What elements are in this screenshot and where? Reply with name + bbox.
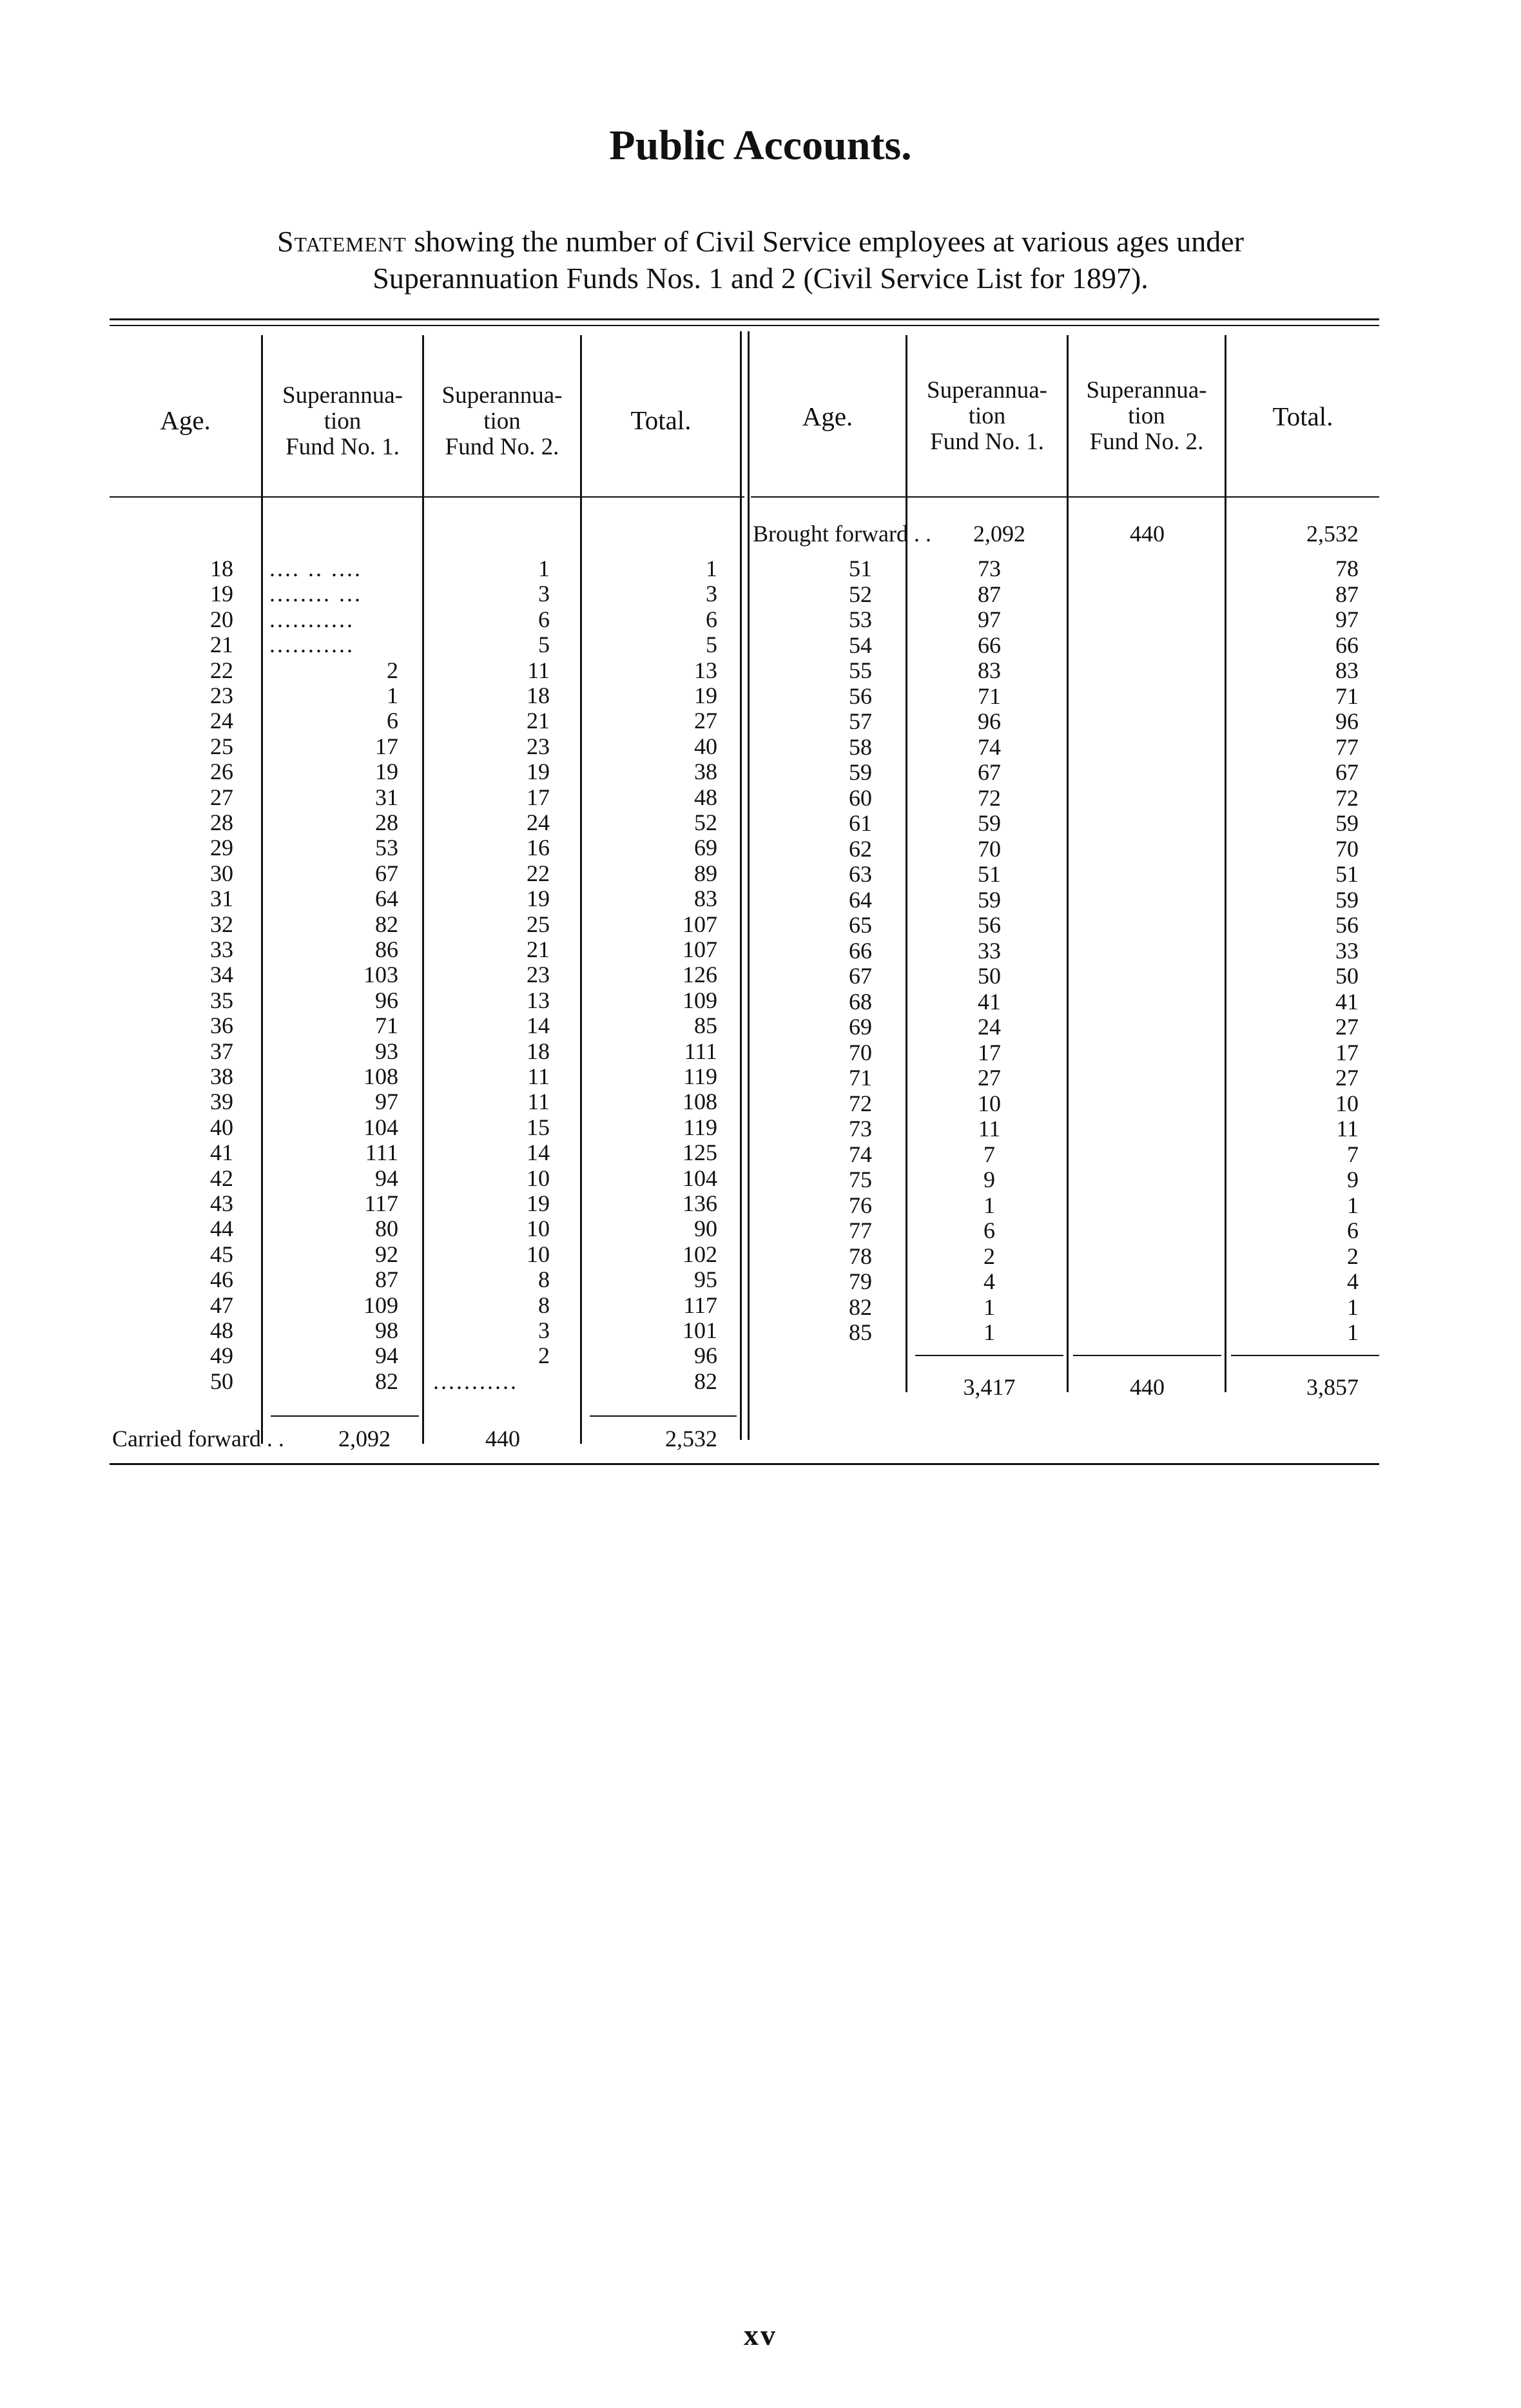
left-total-cell: 40 [694, 733, 717, 759]
right-summary-rule-fund1 [915, 1355, 1063, 1356]
left-total-cell: 13 [694, 657, 717, 683]
carried-forward-label: Carried forward . . [112, 1426, 284, 1452]
subtitle-line-2: Superannuation Funds Nos. 1 and 2 (Civil Service List for 1897). [373, 262, 1148, 295]
right-total-cell: 7 [1347, 1141, 1359, 1167]
left-age-cell: 38 [210, 1063, 233, 1089]
vline-right-3 [1225, 335, 1226, 1392]
left-fund2-cell: 24 [527, 810, 550, 835]
right-age-cell: 56 [849, 683, 872, 709]
right-fund1-cell: 27 [978, 1065, 1001, 1091]
carried-forward-fund2: 440 [485, 1426, 520, 1452]
right-age-cell: 51 [849, 556, 872, 581]
brought-forward-fund2: 440 [1130, 521, 1165, 547]
left-age-cell: 36 [210, 1013, 233, 1038]
right-total-cell: 1 [1347, 1294, 1359, 1320]
right-total-cell: 59 [1335, 887, 1359, 913]
left-total-cell: 117 [683, 1292, 717, 1318]
left-fund2-cell: 8 [538, 1267, 550, 1292]
header-fund1-left-line1: Superannua- [282, 382, 403, 409]
right-age-cell: 77 [849, 1218, 872, 1243]
right-total-cell: 17 [1335, 1040, 1359, 1065]
left-fund1-cell: 64 [375, 886, 398, 911]
left-total-cell: 101 [683, 1317, 717, 1343]
right-age-cell: 63 [849, 861, 872, 887]
left-fund1-cell: 71 [375, 1013, 398, 1038]
header-fund2-right [1069, 378, 1225, 455]
right-age-cell: 78 [849, 1243, 872, 1269]
left-fund1-cell: 31 [375, 784, 398, 810]
carried-forward-fund1: 2,092 [338, 1426, 391, 1452]
right-total-cell: 96 [1335, 708, 1359, 734]
right-total-cell: 51 [1335, 861, 1359, 887]
brought-forward-total: 2,532 [1306, 521, 1359, 547]
left-fund1-cell: 98 [375, 1317, 398, 1343]
left-total-cell: 96 [694, 1343, 717, 1368]
left-total-cell: 125 [683, 1140, 717, 1165]
left-fund1-cell: 19 [375, 759, 398, 784]
left-age-cell: 47 [210, 1292, 233, 1318]
right-total-cell: 77 [1335, 734, 1359, 760]
left-fund2-cell: 25 [527, 911, 550, 937]
left-total-cell: 69 [694, 835, 717, 860]
right-fund1-cell: 11 [978, 1116, 1001, 1141]
header-fund2-left-line3: Fund No. 2. [445, 434, 559, 460]
top-rule-double-a [110, 318, 1379, 320]
right-age-cell: 65 [849, 912, 872, 938]
right-age-cell: 79 [849, 1268, 872, 1294]
right-fund1-cell: 33 [978, 938, 1001, 964]
right-fund1-cell: 9 [983, 1167, 995, 1192]
left-fund1-cell: 17 [375, 733, 398, 759]
right-total-cell: 11 [1336, 1116, 1359, 1141]
right-age-cell: 82 [849, 1294, 872, 1320]
right-total-cell: 72 [1335, 785, 1359, 811]
right-age-cell: 71 [849, 1065, 872, 1091]
right-fund1-cell: 59 [978, 887, 1001, 913]
left-age-cell: 34 [210, 962, 233, 987]
left-total-cell: 5 [706, 632, 717, 657]
left-total-cell: 85 [694, 1013, 717, 1038]
right-fund1-cell: 2 [983, 1243, 995, 1269]
right-age-cell: 62 [849, 836, 872, 862]
right-total-cell: 71 [1335, 683, 1359, 709]
left-total-cell: 3 [706, 581, 717, 607]
left-age-cell: 37 [210, 1038, 233, 1064]
left-total-cell: 109 [683, 987, 717, 1013]
right-fund1-cell: 73 [978, 556, 1001, 581]
header-total-left: Total. [630, 405, 692, 435]
header-fund1-left [263, 383, 422, 460]
left-age-cell: 25 [210, 733, 233, 759]
left-total-cell: 89 [694, 860, 717, 886]
left-fund2-cell: 21 [527, 708, 550, 733]
right-age-cell: 64 [849, 887, 872, 913]
left-fund2-cell: 1 [538, 556, 550, 581]
left-fund2-cell: 6 [538, 607, 550, 632]
left-age-cell: 18 [210, 556, 233, 581]
left-age-cell: 46 [210, 1267, 233, 1292]
right-total-cell: 41 [1335, 989, 1359, 1015]
left-fund2-cell: 10 [527, 1216, 550, 1241]
left-fund1-cell: 67 [375, 860, 398, 886]
left-age-cell: 42 [210, 1165, 233, 1191]
left-total-cell: 48 [694, 784, 717, 810]
left-age-cell: 20 [210, 607, 233, 632]
right-age-cell: 61 [849, 810, 872, 836]
vline-center-b [748, 331, 750, 1440]
right-fund1-cell: 67 [978, 759, 1001, 785]
right-summary-fund1: 3,417 [963, 1374, 1016, 1400]
header-age-left: Age. [160, 405, 211, 435]
left-fund2-cell: 15 [527, 1114, 550, 1140]
right-fund1-cell: 97 [978, 607, 1001, 632]
right-total-cell: 50 [1335, 963, 1359, 989]
right-fund1-cell: 7 [983, 1141, 995, 1167]
right-total-cell: 2 [1347, 1243, 1359, 1269]
left-age-cell: 29 [210, 835, 233, 860]
right-summary-rule-total [1231, 1355, 1379, 1356]
left-fund1-leader: ........... [269, 632, 354, 657]
left-total-cell: 1 [706, 556, 717, 581]
right-fund1-cell: 87 [978, 581, 1001, 607]
left-fund1-cell: 28 [375, 810, 398, 835]
right-age-cell: 53 [849, 607, 872, 632]
header-fund1-right-line2: tion [968, 403, 1006, 429]
left-age-cell: 21 [210, 632, 233, 657]
right-age-cell: 76 [849, 1192, 872, 1218]
right-fund1-cell: 1 [983, 1294, 995, 1320]
left-fund2-cell: 16 [527, 835, 550, 860]
left-age-cell: 48 [210, 1317, 233, 1343]
right-total-cell: 4 [1347, 1268, 1359, 1294]
left-age-cell: 40 [210, 1114, 233, 1140]
left-age-cell: 41 [210, 1140, 233, 1165]
right-age-cell: 57 [849, 708, 872, 734]
header-fund2-right-line3: Fund No. 2. [1089, 429, 1204, 455]
left-fund2-cell: 10 [527, 1241, 550, 1267]
left-total-cell: 6 [706, 607, 717, 632]
left-fund1-leader: ........... [269, 607, 354, 632]
right-fund1-cell: 1 [983, 1192, 995, 1218]
subtitle-line-1: showing the number of Civil Service employees at various ages under [414, 225, 1245, 258]
right-fund1-cell: 66 [978, 632, 1001, 658]
right-fund1-cell: 4 [983, 1268, 995, 1294]
right-total-cell: 9 [1347, 1167, 1359, 1192]
left-fund2-cell: 21 [527, 937, 550, 962]
left-fund1-leader: ........ ... [269, 581, 362, 607]
right-fund1-cell: 41 [978, 989, 1001, 1015]
left-fund1-cell: 2 [387, 657, 398, 683]
right-total-cell: 10 [1335, 1091, 1359, 1116]
right-total-cell: 97 [1335, 607, 1359, 632]
right-fund1-cell: 51 [978, 861, 1001, 887]
right-age-cell: 66 [849, 938, 872, 964]
statement-subtitle [103, 223, 1418, 296]
left-fund1-leader: .... .. .... [269, 556, 362, 581]
header-fund1-right-line1: Superannua- [927, 377, 1047, 403]
left-age-cell: 31 [210, 886, 233, 911]
right-total-cell: 33 [1335, 938, 1359, 964]
header-fund1-left-line2: tion [324, 408, 362, 434]
right-total-cell: 56 [1335, 912, 1359, 938]
left-fund1-cell: 6 [387, 708, 398, 733]
left-fund2-cell: 23 [527, 962, 550, 987]
right-fund1-cell: 72 [978, 785, 1001, 811]
right-fund1-cell: 1 [983, 1319, 995, 1345]
left-fund1-cell: 86 [375, 937, 398, 962]
left-age-cell: 49 [210, 1343, 233, 1368]
left-fund2-cell: 10 [527, 1165, 550, 1191]
right-fund1-cell: 56 [978, 912, 1001, 938]
left-fund2-cell: 19 [527, 759, 550, 784]
left-total-cell: 52 [694, 810, 717, 835]
left-fund2-cell: 14 [527, 1140, 550, 1165]
left-age-cell: 26 [210, 759, 233, 784]
header-rule-right [751, 496, 1379, 498]
left-fund1-cell: 103 [363, 962, 398, 987]
left-fund1-cell: 53 [375, 835, 398, 860]
left-fund2-cell: 17 [527, 784, 550, 810]
header-fund2-left-line1: Superannua- [441, 382, 563, 409]
right-fund1-cell: 74 [978, 734, 1001, 760]
left-fund2-cell: 19 [527, 1190, 550, 1216]
left-age-cell: 32 [210, 911, 233, 937]
left-total-cell: 108 [683, 1089, 717, 1114]
left-fund2-cell: 18 [527, 683, 550, 708]
left-age-cell: 50 [210, 1368, 233, 1394]
left-fund1-cell: 87 [375, 1267, 398, 1292]
vline-right-1 [906, 335, 907, 1392]
top-rule-double-b [110, 325, 1379, 326]
left-total-cell: 90 [694, 1216, 717, 1241]
vline-center-a [740, 331, 742, 1440]
right-total-cell: 66 [1335, 632, 1359, 658]
left-fund2-cell: 11 [527, 1089, 550, 1114]
left-fund2-cell: 3 [538, 581, 550, 607]
left-fund1-cell: 104 [363, 1114, 398, 1140]
left-total-cell: 104 [683, 1165, 717, 1191]
left-fund1-cell: 111 [365, 1140, 398, 1165]
right-total-cell: 78 [1335, 556, 1359, 581]
right-total-cell: 70 [1335, 836, 1359, 862]
right-fund1-cell: 83 [978, 657, 1001, 683]
right-age-cell: 85 [849, 1319, 872, 1345]
left-fund1-cell: 1 [387, 683, 398, 708]
left-age-cell: 23 [210, 683, 233, 708]
right-age-cell: 69 [849, 1014, 872, 1040]
left-total-cell: 107 [683, 937, 717, 962]
right-age-cell: 70 [849, 1040, 872, 1065]
left-age-cell: 24 [210, 708, 233, 733]
header-total-right: Total. [1272, 402, 1333, 431]
right-fund1-cell: 24 [978, 1014, 1001, 1040]
left-age-cell: 35 [210, 987, 233, 1013]
left-total-cell: 38 [694, 759, 717, 784]
left-fund1-cell: 117 [364, 1190, 398, 1216]
left-age-cell: 28 [210, 810, 233, 835]
right-age-cell: 74 [849, 1141, 872, 1167]
left-age-cell: 33 [210, 937, 233, 962]
right-summary-fund2: 440 [1130, 1374, 1165, 1400]
right-total-cell: 27 [1335, 1065, 1359, 1091]
left-fund1-cell: 92 [375, 1241, 398, 1267]
right-summary-total: 3,857 [1306, 1374, 1359, 1400]
left-fund1-cell: 109 [363, 1292, 398, 1318]
left-fund1-cell: 93 [375, 1038, 398, 1064]
right-fund1-cell: 96 [978, 708, 1001, 734]
left-fund2-cell: 23 [527, 733, 550, 759]
right-age-cell: 67 [849, 963, 872, 989]
left-total-cell: 111 [684, 1038, 717, 1064]
left-age-cell: 19 [210, 581, 233, 607]
right-age-cell: 58 [849, 734, 872, 760]
right-age-cell: 68 [849, 989, 872, 1015]
left-fund2-cell: 13 [527, 987, 550, 1013]
left-total-cell: 119 [683, 1063, 717, 1089]
right-age-cell: 59 [849, 759, 872, 785]
right-age-cell: 54 [849, 632, 872, 658]
right-total-cell: 6 [1347, 1218, 1359, 1243]
left-age-cell: 30 [210, 860, 233, 886]
left-age-cell: 22 [210, 657, 233, 683]
right-age-cell: 75 [849, 1167, 872, 1192]
right-age-cell: 60 [849, 785, 872, 811]
page-title: Public Accounts. [609, 122, 912, 169]
left-age-cell: 44 [210, 1216, 233, 1241]
right-age-cell: 55 [849, 657, 872, 683]
left-total-cell: 27 [694, 708, 717, 733]
subtitle-lead: Statement [276, 225, 407, 258]
right-total-cell: 27 [1335, 1014, 1359, 1040]
left-total-cell: 126 [683, 962, 717, 987]
left-fund2-cell: 5 [538, 632, 550, 657]
left-fund1-cell: 94 [375, 1343, 398, 1368]
carried-forward-total: 2,532 [665, 1426, 717, 1452]
left-fund2-cell: 14 [527, 1013, 550, 1038]
header-fund1-right-line3: Fund No. 1. [930, 429, 1044, 455]
left-fund2-cell: 2 [538, 1343, 550, 1368]
right-total-cell: 1 [1347, 1192, 1359, 1218]
header-fund1-right [907, 378, 1067, 455]
right-fund1-cell: 59 [978, 810, 1001, 836]
left-fund2-leader: ........... [433, 1368, 518, 1394]
bottom-rule [110, 1463, 1379, 1465]
left-fund1-cell: 96 [375, 987, 398, 1013]
left-summary-rule-total [590, 1415, 737, 1417]
left-fund1-cell: 97 [375, 1089, 398, 1114]
right-fund1-cell: 71 [978, 683, 1001, 709]
left-fund2-cell: 19 [527, 886, 550, 911]
left-total-cell: 95 [694, 1267, 717, 1292]
left-summary-rule-fund1 [271, 1415, 419, 1417]
right-age-cell: 72 [849, 1091, 872, 1116]
header-fund2-left [424, 383, 580, 460]
right-total-cell: 87 [1335, 581, 1359, 607]
right-total-cell: 83 [1335, 657, 1359, 683]
left-age-cell: 27 [210, 784, 233, 810]
left-fund1-cell: 82 [375, 1368, 398, 1394]
left-fund2-cell: 11 [527, 1063, 550, 1089]
right-age-cell: 52 [849, 581, 872, 607]
vline-left-2 [422, 335, 424, 1444]
right-total-cell: 1 [1347, 1319, 1359, 1345]
header-fund2-right-line1: Superannua- [1086, 377, 1207, 403]
left-total-cell: 119 [683, 1114, 717, 1140]
right-fund1-cell: 70 [978, 836, 1001, 862]
left-fund1-cell: 108 [363, 1063, 398, 1089]
left-fund2-cell: 22 [527, 860, 550, 886]
left-age-cell: 43 [210, 1190, 233, 1216]
header-fund1-left-line3: Fund No. 1. [286, 434, 400, 460]
header-rule-left [110, 496, 744, 498]
right-fund1-cell: 50 [978, 963, 1001, 989]
vline-right-2 [1067, 335, 1069, 1392]
left-total-cell: 102 [683, 1241, 717, 1267]
header-age-right: Age. [802, 402, 853, 431]
left-age-cell: 45 [210, 1241, 233, 1267]
vline-left-1 [261, 335, 263, 1444]
left-total-cell: 107 [683, 911, 717, 937]
brought-forward-label: Brought forward . . [753, 521, 931, 547]
left-fund2-cell: 18 [527, 1038, 550, 1064]
right-total-cell: 67 [1335, 759, 1359, 785]
right-fund1-cell: 17 [978, 1040, 1001, 1065]
right-summary-rule-fund2 [1073, 1355, 1221, 1356]
left-fund1-cell: 80 [375, 1216, 398, 1241]
left-fund2-cell: 11 [527, 657, 550, 683]
left-total-cell: 82 [694, 1368, 717, 1394]
left-age-cell: 39 [210, 1089, 233, 1114]
left-total-cell: 83 [694, 886, 717, 911]
vline-left-3 [580, 335, 582, 1444]
left-fund1-cell: 82 [375, 911, 398, 937]
left-total-cell: 136 [683, 1190, 717, 1216]
left-fund2-cell: 8 [538, 1292, 550, 1318]
header-fund2-right-line2: tion [1128, 403, 1165, 429]
right-fund1-cell: 6 [983, 1218, 995, 1243]
right-age-cell: 73 [849, 1116, 872, 1141]
header-fund2-left-line2: tion [483, 408, 521, 434]
left-total-cell: 19 [694, 683, 717, 708]
left-fund2-cell: 3 [538, 1317, 550, 1343]
right-total-cell: 59 [1335, 810, 1359, 836]
right-fund1-cell: 10 [978, 1091, 1001, 1116]
page-folio: xv [744, 2318, 777, 2351]
left-fund1-cell: 94 [375, 1165, 398, 1191]
brought-forward-fund1: 2,092 [973, 521, 1025, 547]
